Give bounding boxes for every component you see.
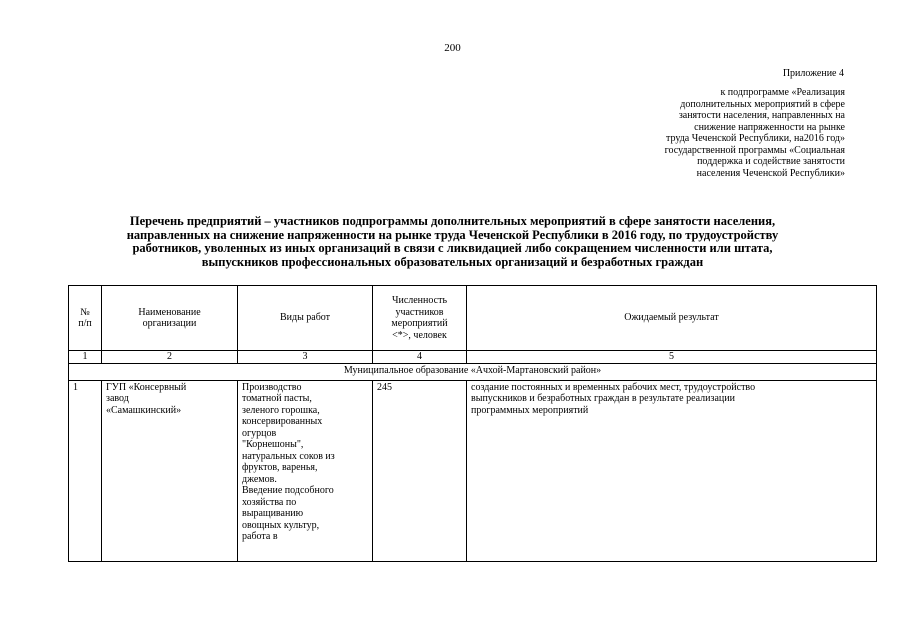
appendix-title: Приложение 4 [782,68,844,79]
section-row [69,363,877,380]
column-number: 3 [238,351,373,364]
appendix-line: снижение напряженности на рынке [694,121,845,133]
header-result: Ожидаемый результат [467,286,877,351]
header-works: Виды работ [238,286,373,351]
enterprises-table [68,285,877,562]
appendix-line: государственной программы «Социальная [664,144,845,156]
header-num: № п/п [69,286,102,351]
appendix-line: дополнительных мероприятий в сфере [680,98,845,110]
section-title: Муниципальное образование «Ачхой-Мартановский район» [69,363,877,380]
header-count: Численность участников мероприятий <*>, человек [373,286,467,351]
appendix-line: к подпрограмме «Реализация [720,87,845,98]
column-number: 4 [373,351,467,364]
column-number: 2 [102,351,238,364]
table-header-row [69,286,877,351]
column-numbers-row [69,351,877,364]
row-num: 1 [69,380,102,561]
title-line: работников, уволенных из иных организаций в связи с ликвидацией либо сокращением численности или штата, [132,241,773,255]
column-number: 1 [69,351,102,364]
row-result: создание постоянных и временных рабочих мест, трудоустройство выпускников и безработных граждан в результате реализации программных мероприятий [467,380,877,561]
title-line: Перечень предприятий – участников подпрограммы дополнительных мероприятий в сфере занятости населения, [129,214,776,228]
header-org: Наименование организации [102,286,238,351]
row-works: Производство томатной пасты, зеленого горошка, консервированных огурцов "Корнешоны", натуральных соков из фруктов, варенья, джемов. Введение подсобного хозяйства по выращиванию овощных культур, работа в [238,380,373,561]
appendix-line: поддержка и содействие занятости [697,156,845,167]
appendix-body [565,87,845,179]
table-row [69,380,877,561]
title-line: выпускников профессиональных образовательных организаций и безработных граждан [201,254,704,269]
appendix-line: населения Чеченской Республики» [696,167,845,179]
column-number: 5 [467,351,877,364]
appendix-line: труда Чеченской Республики, на2016 год» [665,133,845,144]
title-line: направленных на снижение напряженности на рынке труда Чеченской Республики в 2016 году, по трудоустройству [126,227,779,242]
row-org: ГУП «Консервный завод «Самашкинский» [102,380,238,561]
row-count: 245 [373,380,467,561]
page-number: 200 [444,42,461,54]
appendix-line: занятости населения, направленных на [678,110,845,121]
document-title [30,215,875,269]
